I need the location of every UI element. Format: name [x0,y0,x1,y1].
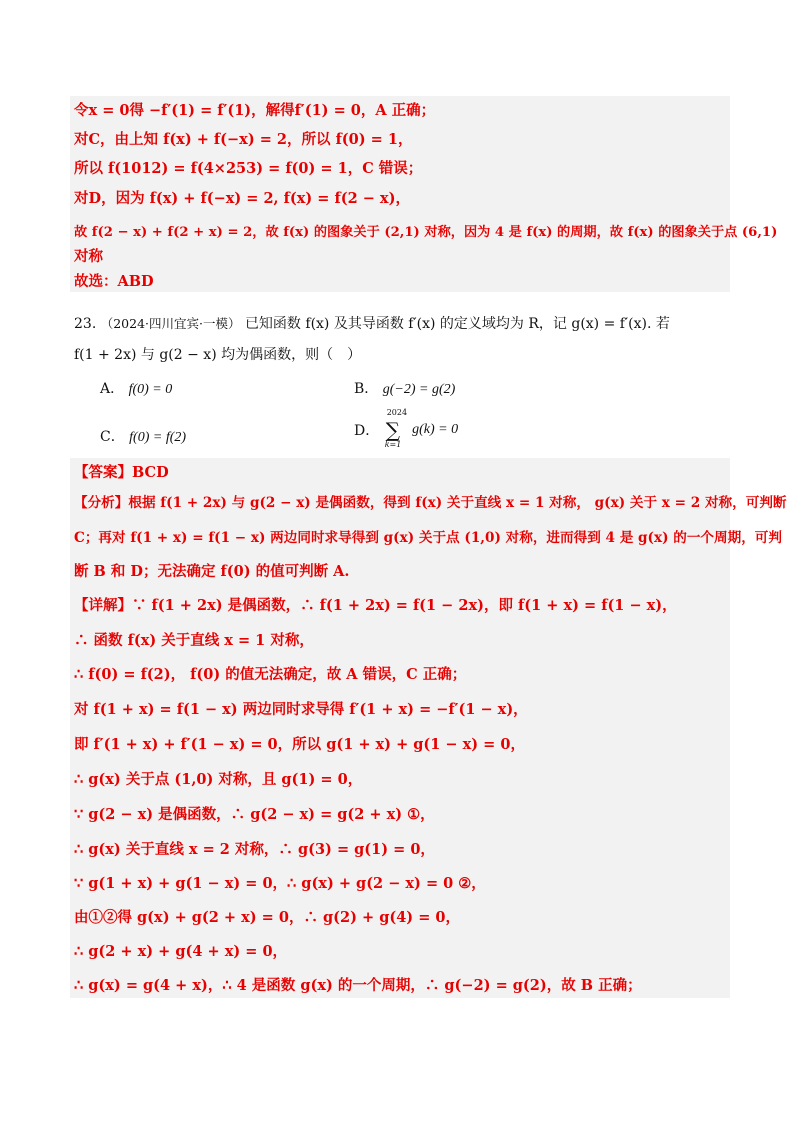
prev-final-choice: 故选：ABD [74,273,154,290]
option-c-text: f(0) = f(2) [129,430,187,445]
detail-line: ∵ g(1 + x) + g(1 − x) = 0，∴ g(x) + g(2 − x) = 0 ②， [74,875,486,892]
option-b [354,378,455,398]
sigma-icon: ∑ [385,418,400,442]
sum-lower-limit: k=1 [384,440,402,449]
analysis-line: 【分析】根据 f(1 + 2x) 与 g(2 − x) 是偶函数，得到 f(x) 关于直线 x = 1 对称， g(x) 关于 x = 2 对称，可判断 [74,495,787,511]
option-d-label: D． [354,423,380,439]
option-b-text: g(−2) = g(2) [382,382,456,397]
detail-line: ∴ g(2 + x) + g(4 + x) = 0， [74,943,288,960]
detail-line: ∴ 函数 f(x) 关于直线 x = 1 对称， [74,632,314,649]
prev-solution-line: 对称 [74,248,103,265]
prev-solution-line: 故 f(2 − x) + f(2 + x) = 2，故 f(x) 的图象关于 (2,1) 对称，因为 4 是 f(x) 的周期，故 f(x) 的图象关于点 (6,1) [74,225,778,240]
detail-line: 【详解】∵ f(1 + 2x) 是偶函数，∴ f(1 + 2x) = f(1 − 2x)，即 f(1 + x) = f(1 − x)， [74,597,677,614]
question-stem-line: f(1 + 2x) 与 g(2 − x) 均为偶函数，则（ ） [74,347,362,363]
detail-line: ∴ g(x) = g(4 + x)，∴ 4 是函数 g(x) 的一个周期，∴ g(−2) = g(2)，故 B 正确； [74,977,642,994]
question-number: 23. [74,316,97,332]
option-d-text: g(k) = 0 [412,422,459,437]
option-c [100,426,186,446]
option-a [100,378,172,398]
summation-symbol [384,410,408,450]
option-a-text: f(0) = 0 [128,382,173,397]
option-a-label: A． [100,381,125,397]
prev-solution-line: 对D，因为 f(x) + f(−x) = 2, f(x) = f(2 − x)， [74,190,410,207]
detail-line: 对 f(1 + x) = f(1 − x) 两边同时求导得 f′(1 + x) = −f′(1 − x)， [74,701,528,718]
answer-label: 【答案】BCD [74,464,169,481]
question-source: （2024·四川宜宾·一模） [100,316,241,331]
option-b-label: B． [354,381,379,397]
prev-solution-line: 所以 f(1012) = f(4×253) = f(0) = 1，C 错误； [74,160,423,177]
detail-line: 即 f′(1 + x) + f′(1 − x) = 0，所以 g(1 + x) + g(1 − x) = 0， [74,736,525,753]
detail-line: 由①②得 g(x) + g(2 + x) = 0，∴ g(2) + g(4) = 0， [74,909,460,926]
detail-line: ∴ f(0) = f(2)， f(0) 的值无法确定，故 A 错误，C 正确； [74,666,467,683]
option-c-label: C． [100,429,125,445]
detail-line: ∴ g(x) 关于直线 x = 2 对称，∴ g(3) = g(1) = 0， [74,841,435,858]
sum-upper-limit: 2024 [386,408,408,417]
analysis-line: C；再对 f(1 + x) = f(1 − x) 两边同时求导得到 g(x) 关于点 (1,0) 对称，进而得到 4 是 g(x) 的一个周期，可判 [74,530,782,546]
detail-line: ∵ g(2 − x) 是偶函数，∴ g(2 − x) = g(2 + x) ①， [74,806,435,823]
detail-line: ∴ g(x) 关于点 (1,0) 对称，且 g(1) = 0， [74,771,363,788]
prev-solution-line: 令x = 0得 −f′(1) = f′(1)，解得f′(1) = 0，A 正确； [74,102,436,119]
question-text: 已知函数 f(x) 及其导函数 f′(x) 的定义域均为 R，记 g(x) = f′(x). 若 [244,316,670,332]
analysis-line: 断 B 和 D；无法确定 f(0) 的值可判断 A. [74,563,350,580]
prev-solution-line: 对C，由上知 f(x) + f(−x) = 2，所以 f(0) = 1， [74,131,413,148]
question-stem-line [74,314,670,334]
option-d [354,410,458,450]
